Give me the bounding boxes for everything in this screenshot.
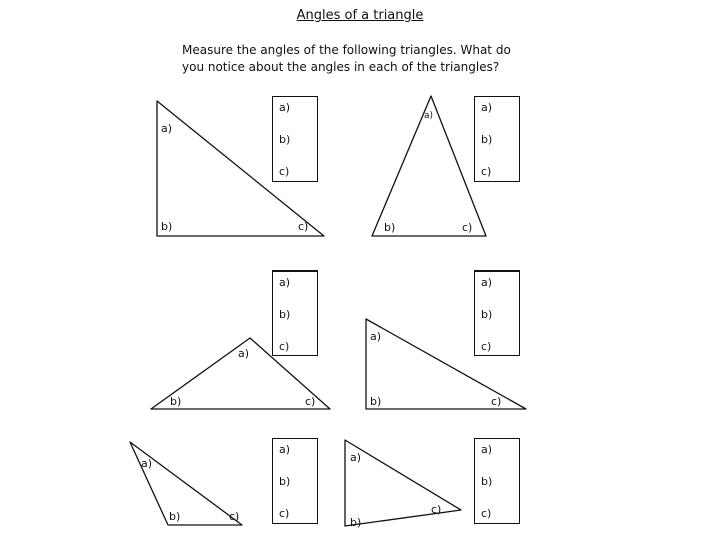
triangle-4-angle-c-label: c) xyxy=(491,395,502,408)
worksheet-title: Angles of a triangle xyxy=(296,8,424,23)
triangle-2-angle-c-label: c) xyxy=(462,221,473,234)
triangle-6 xyxy=(345,440,461,526)
answer-box-1-c-label: c) xyxy=(279,165,290,178)
answer-box-1 xyxy=(272,96,318,182)
triangle-5-angle-c-label: c) xyxy=(229,510,240,523)
triangle-2-angle-b-label: b) xyxy=(384,221,396,234)
triangle-5 xyxy=(130,442,242,525)
triangle-6-angle-b-label: b) xyxy=(350,516,362,529)
answer-box-6 xyxy=(474,438,520,524)
answer-box-4-a-label: a) xyxy=(481,276,493,289)
answer-box-6-c-label: c) xyxy=(481,507,492,520)
instruction-line-2: you notice about the angles in each of the triangles? xyxy=(182,60,500,74)
answer-box-2 xyxy=(474,96,520,182)
answer-box-3 xyxy=(272,270,318,356)
triangle-2-angle-a-label: a) xyxy=(424,111,434,121)
answer-box-5-c-label: c) xyxy=(279,507,290,520)
answer-box-4 xyxy=(474,270,520,356)
answer-box-6-a-label: a) xyxy=(481,443,493,456)
triangle-5-angle-a-label: a) xyxy=(141,457,153,470)
answer-box-6-b-label: b) xyxy=(481,475,493,488)
answer-box-3-b-label: b) xyxy=(279,308,291,321)
answer-box-2-b-label: b) xyxy=(481,133,493,146)
triangle-5-angle-b-label: b) xyxy=(169,510,181,523)
answer-box-2-a-label: a) xyxy=(481,101,493,114)
answer-box-3-c-label: c) xyxy=(279,340,290,353)
triangle-3-angle-a-label: a) xyxy=(238,347,250,360)
triangle-3-angle-b-label: b) xyxy=(170,395,182,408)
answer-box-4-b-label: b) xyxy=(481,308,493,321)
answer-box-1-b-label: b) xyxy=(279,133,291,146)
answer-box-5-b-label: b) xyxy=(279,475,291,488)
answer-box-4-c-label: c) xyxy=(481,340,492,353)
triangle-1-angle-b-label: b) xyxy=(161,220,173,233)
answer-box-1-a-label: a) xyxy=(279,101,291,114)
answer-box-5-a-label: a) xyxy=(279,443,291,456)
instruction-line-1: Measure the angles of the following triangles. What do xyxy=(182,43,511,57)
triangle-3-angle-c-label: c) xyxy=(305,395,316,408)
answer-box-3-a-label: a) xyxy=(279,276,291,289)
triangle-4-angle-a-label: a) xyxy=(370,330,382,343)
triangle-1-angle-a-label: a) xyxy=(161,122,173,135)
answer-box-2-c-label: c) xyxy=(481,165,492,178)
triangle-1-angle-c-label: c) xyxy=(298,220,309,233)
triangle-4-angle-b-label: b) xyxy=(370,395,382,408)
triangle-6-angle-c-label: c) xyxy=(431,503,442,516)
answer-box-5 xyxy=(272,438,318,524)
triangle-6-angle-a-label: a) xyxy=(350,451,362,464)
